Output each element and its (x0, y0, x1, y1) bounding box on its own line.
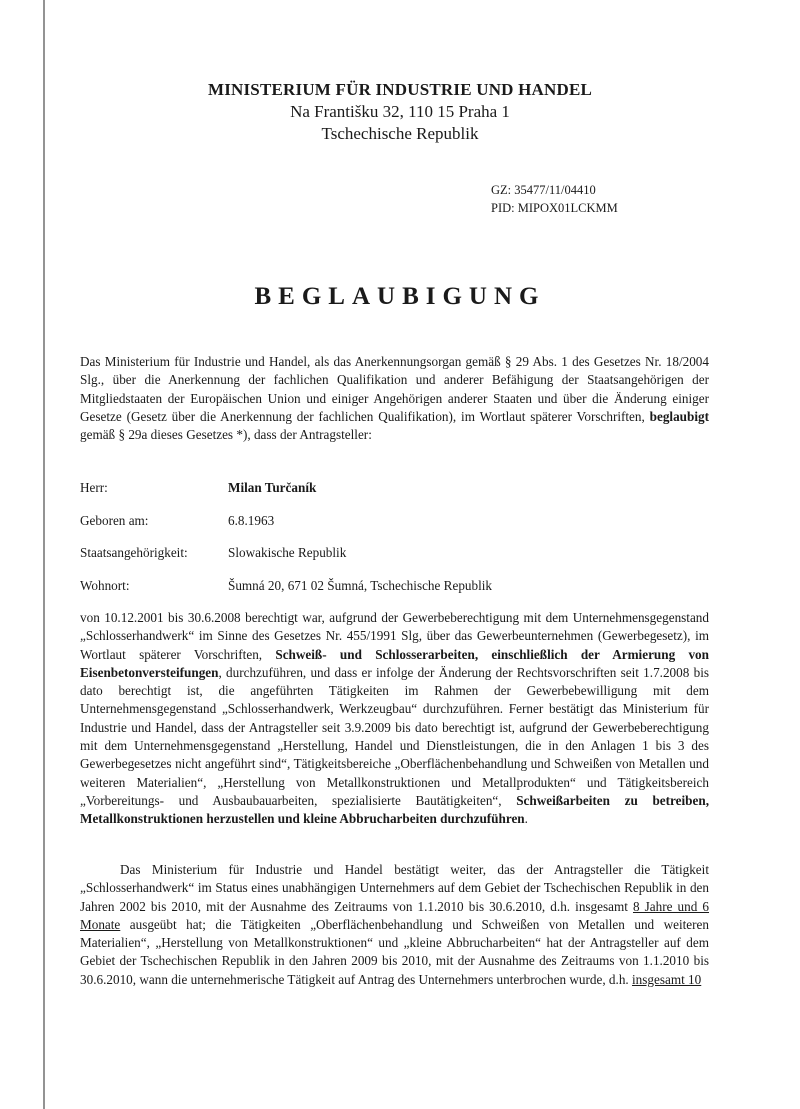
pid-reference: PID: MIPOX01LCKMM (491, 201, 618, 215)
ministry-country: Tschechische Republik (321, 124, 479, 143)
field-label-herr: Herr: (80, 480, 108, 495)
intro-text-1: Das Ministerium für Industrie und Handel, als das Anerkennungsorgan gemäß § 29 Abs. 1 des Gesetzes Nr. 18/2004 Slg., über die Anerkennung der fachlichen Qualifikation und anderer Befähigung der Staatsangehörigen der Mitgliedstaaten der Europäischen Union und einiger Angehörigen anderer Staaten und über die Änderung einiger Gesetze (Gesetz über die Anerkennung der fachlichen Qualifikation), im Wortlaut späterer Vorschriften, (80, 354, 709, 424)
body-bold-1: Schweiß- und Schlosserarbeiten, einschließlich der Armierung von Eisenbetonversteifungen (80, 646, 709, 680)
field-label-staatsangehoerigkeit: Staatsangehörigkeit: (80, 545, 188, 560)
closing-underline-2: insgesamt 10 (632, 971, 702, 987)
field-label-geboren: Geboren am: (80, 513, 149, 528)
closing-text-2: ausgeübt hat; die Tätigkeiten „Oberflächenbehandlung und Schweißen von Metallen und weiteren Materialien“, „Herstellung von Metallkonstruktionen“ und „kleine Abbrucharbeiten“ hat der Antragsteller auf dem Gebiet der Tschechischen Republik in den Jahren 2009 bis 2010, mit der Ausnahme des Zeitraums von 1.1.2010 bis 30.6.2010, wann die unternehmerische Tätigkeit auf Antrag des Unternehmers unterbrochen wurde, d.h. (80, 916, 709, 987)
intro-paragraph (80, 353, 709, 444)
field-value-name: Milan Turčaník (228, 480, 317, 495)
field-value-residence: Šumná 20, 671 02 Šumná, Tschechische Republik (228, 578, 493, 593)
closing-underline-1: 8 Jahre und 6 Monate (80, 898, 709, 932)
ministry-address: Na Františku 32, 110 15 Praha 1 (290, 102, 510, 121)
document-title: BEGLAUBIGUNG (254, 283, 546, 310)
scan-edge-line (43, 0, 45, 1109)
body-text-1: von 10.12.2001 bis 30.6.2008 berechtigt war, aufgrund der Gewerbeberechtigung mit dem Unternehmensgegenstand „Schlosserhandwerk“ im Sinne des Gesetzes Nr. 455/1991 Slg, über das Gewerbeunternehmen (Gewerbegesetz), im Wortlaut späterer Vorschriften, (80, 610, 709, 662)
body-text-3: . (524, 811, 528, 827)
intro-bold-beglaubigt: beglaubigt (649, 408, 709, 424)
body-text-2: , durchzuführen, und dass er infolge der Änderung der Rechtsvorschriften seit 1.7.2008 bis dato berechtigt ist, die angeführten Tätigkeiten im Rahmen der Gewerbebewilligung mit dem Unternehmensgegenstand „Schlosserhandwerk, Werkzeugbau“ durchzuführen. Ferner bestätigt das Ministerium für Industrie und Handel, dass der Antragsteller seit 3.9.2009 bis dato berechtigt ist, aufgrund der Gewerbeberechtigung mit dem Unternehmensgegenstand „Herstellung, Handel und Dienstleistungen, die in den Anlagen 1 bis 3 des Gewerbegesetzes nicht angeführt sind“, Tätigkeitsbereiche „Oberflächenbehandlung und Schweißen von Metallen und weiteren Materialien“, „Herstellung von Metallkonstruktionen und Metallprodukten“ und Tätigkeitsbereich „Vorbereitungs- und Ausbaubauarbeiten, spezialisierte Bautätigkeiten“, (80, 664, 709, 808)
body-paragraph (80, 609, 709, 829)
field-value-birthdate: 6.8.1963 (228, 513, 275, 528)
gz-reference: GZ: 35477/11/04410 (491, 183, 596, 197)
body-bold-2: Schweißarbeiten zu betreiben, Metallkonstruktionen herzustellen und kleine Abbrucharbeiten durchzuführen (80, 792, 709, 827)
closing-paragraph (80, 861, 709, 989)
intro-text-2: gemäß § 29a dieses Gesetzes *), dass der Antragsteller: (80, 427, 372, 443)
field-label-wohnort: Wohnort: (80, 578, 130, 593)
field-value-nationality: Slowakische Republik (228, 545, 347, 560)
closing-text-1: Das Ministerium für Industrie und Handel bestätigt weiter, das der Antragsteller die Tätigkeit „Schlosserhandwerk“ im Status eines unabhängigen Unternehmers auf dem Gebiet der Tschechischen Republik in den Jahren 2002 bis 2010, mit der Ausnahme des Zeitraums von 1.1.2010 bis 30.6.2010, d.h. insgesamt (80, 862, 709, 914)
ministry-name: MINISTERIUM FÜR INDUSTRIE UND HANDEL (207, 80, 593, 99)
reference-block (491, 181, 618, 217)
